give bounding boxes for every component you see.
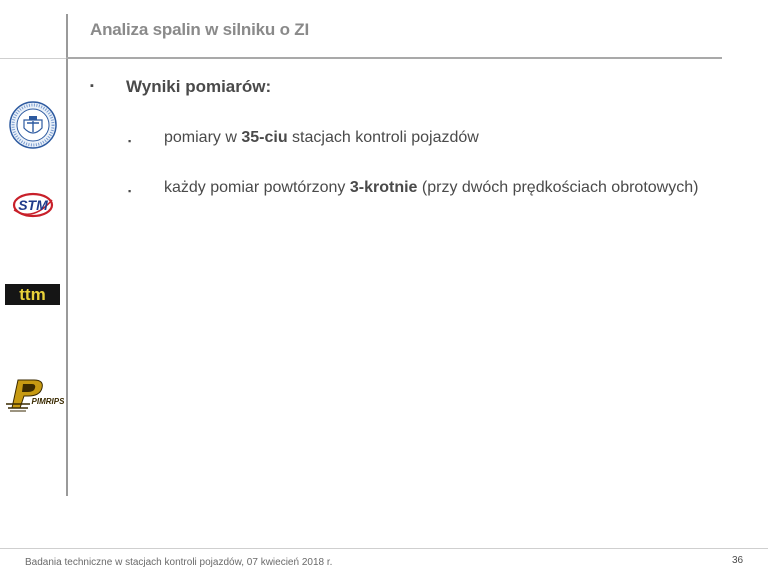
slide-heading: Wyniki pomiarów: — [126, 77, 272, 96]
item-text: (przy dwóch prędkościach obrotowych) — [417, 179, 699, 196]
footer-divider — [0, 548, 768, 549]
heading-bullet: ▪ — [90, 80, 94, 92]
university-seal-logo — [8, 100, 58, 150]
stm-logo-text: STM — [18, 197, 48, 213]
item-bullet: ▪ — [128, 186, 132, 196]
footer-caption: Badania techniczne w stacjach kontroli pojazdów, 07 kwiecień 2018 r. — [25, 557, 333, 568]
list-item — [164, 179, 698, 197]
vertical-divider — [66, 14, 68, 496]
item-emphasis: 35-ciu — [241, 129, 288, 146]
item-text: stacjach kontroli pojazdów — [287, 129, 479, 146]
item-text: pomiary w — [164, 129, 242, 146]
pimrips-logo-text: PIMRIPS — [31, 397, 64, 406]
item-text: każdy pomiar powtórzony — [164, 179, 350, 196]
list-item — [164, 129, 479, 147]
ttm-logo-text: ttm — [19, 285, 46, 304]
page-number: 36 — [732, 555, 744, 566]
slide-title: Analiza spalin w silniku o ZI — [90, 20, 310, 39]
item-emphasis: 3-krotnie — [349, 179, 418, 196]
title-underline — [66, 57, 722, 59]
pimrips-logo — [4, 378, 64, 412]
item-bullet: ▪ — [128, 136, 132, 146]
left-divider — [0, 58, 66, 59]
stm-logo — [10, 188, 56, 224]
ttm-logo — [5, 284, 60, 305]
